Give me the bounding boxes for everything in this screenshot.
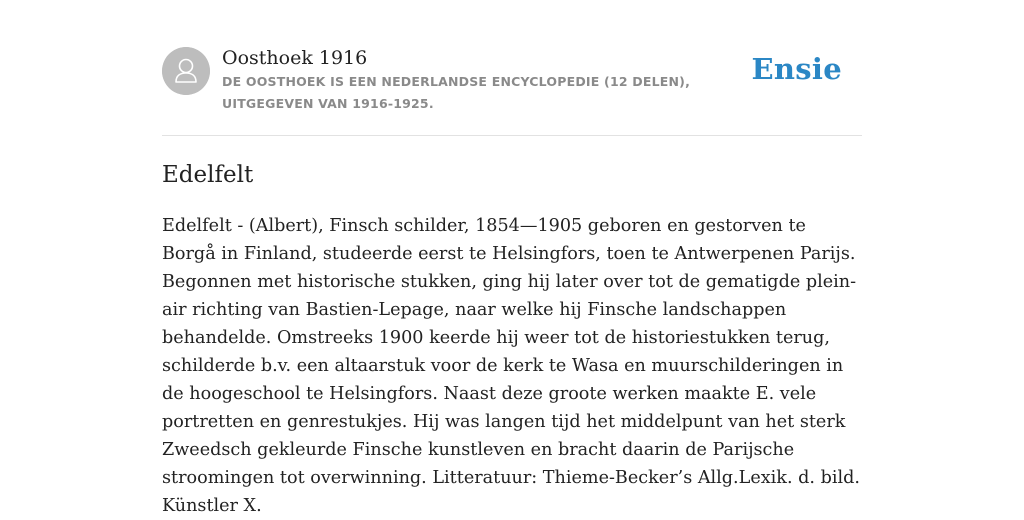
source-title[interactable]: Oosthoek 1916 xyxy=(222,47,368,69)
header-divider xyxy=(162,135,862,136)
user-placeholder-icon xyxy=(162,47,210,95)
source-description: DE OOSTHOEK IS EEN NEDERLANDSE ENCYCLOPEDIE (12 DELEN), UITGEGEVEN VAN 1916-1925. xyxy=(222,74,691,111)
page xyxy=(162,0,862,516)
brand-logo-link[interactable]: Ensie xyxy=(751,52,842,86)
source-info xyxy=(222,46,762,115)
source-header xyxy=(162,46,862,116)
entry-title: Edelfelt xyxy=(162,162,254,188)
entry-body: Edelfelt - (Albert), Finsch schilder, 1854—1905 geboren en gestorven te Borgå in Finland, studeerde eerst te Helsingfors, toen te Antwerpenen Parijs. Begonnen met historische stukken, ging hij later over tot de gematigde plein-air richting van Bastien-Lepage, naar welke hij Finsche landschappen behandelde. Omstreeks 1900 keerde hij weer tot de historiestukken terug, schilderde b.v. een altaarstuk voor de kerk te Wasa en muurschilderingen in de hoogeschool te Helsingfors. Naast deze groote werken maakte E. vele portretten en genrestukjes. Hij was langen tijd het middelpunt van het sterk Zweedsch gekleurde Finsche kunstleven en bracht daarin de Parijsche stroomingen tot overwinning. Litteratuur: Thieme-Becker’s Allg.Lexik. d. bild. Künstler X. xyxy=(162,216,860,516)
source-avatar[interactable] xyxy=(162,47,210,95)
